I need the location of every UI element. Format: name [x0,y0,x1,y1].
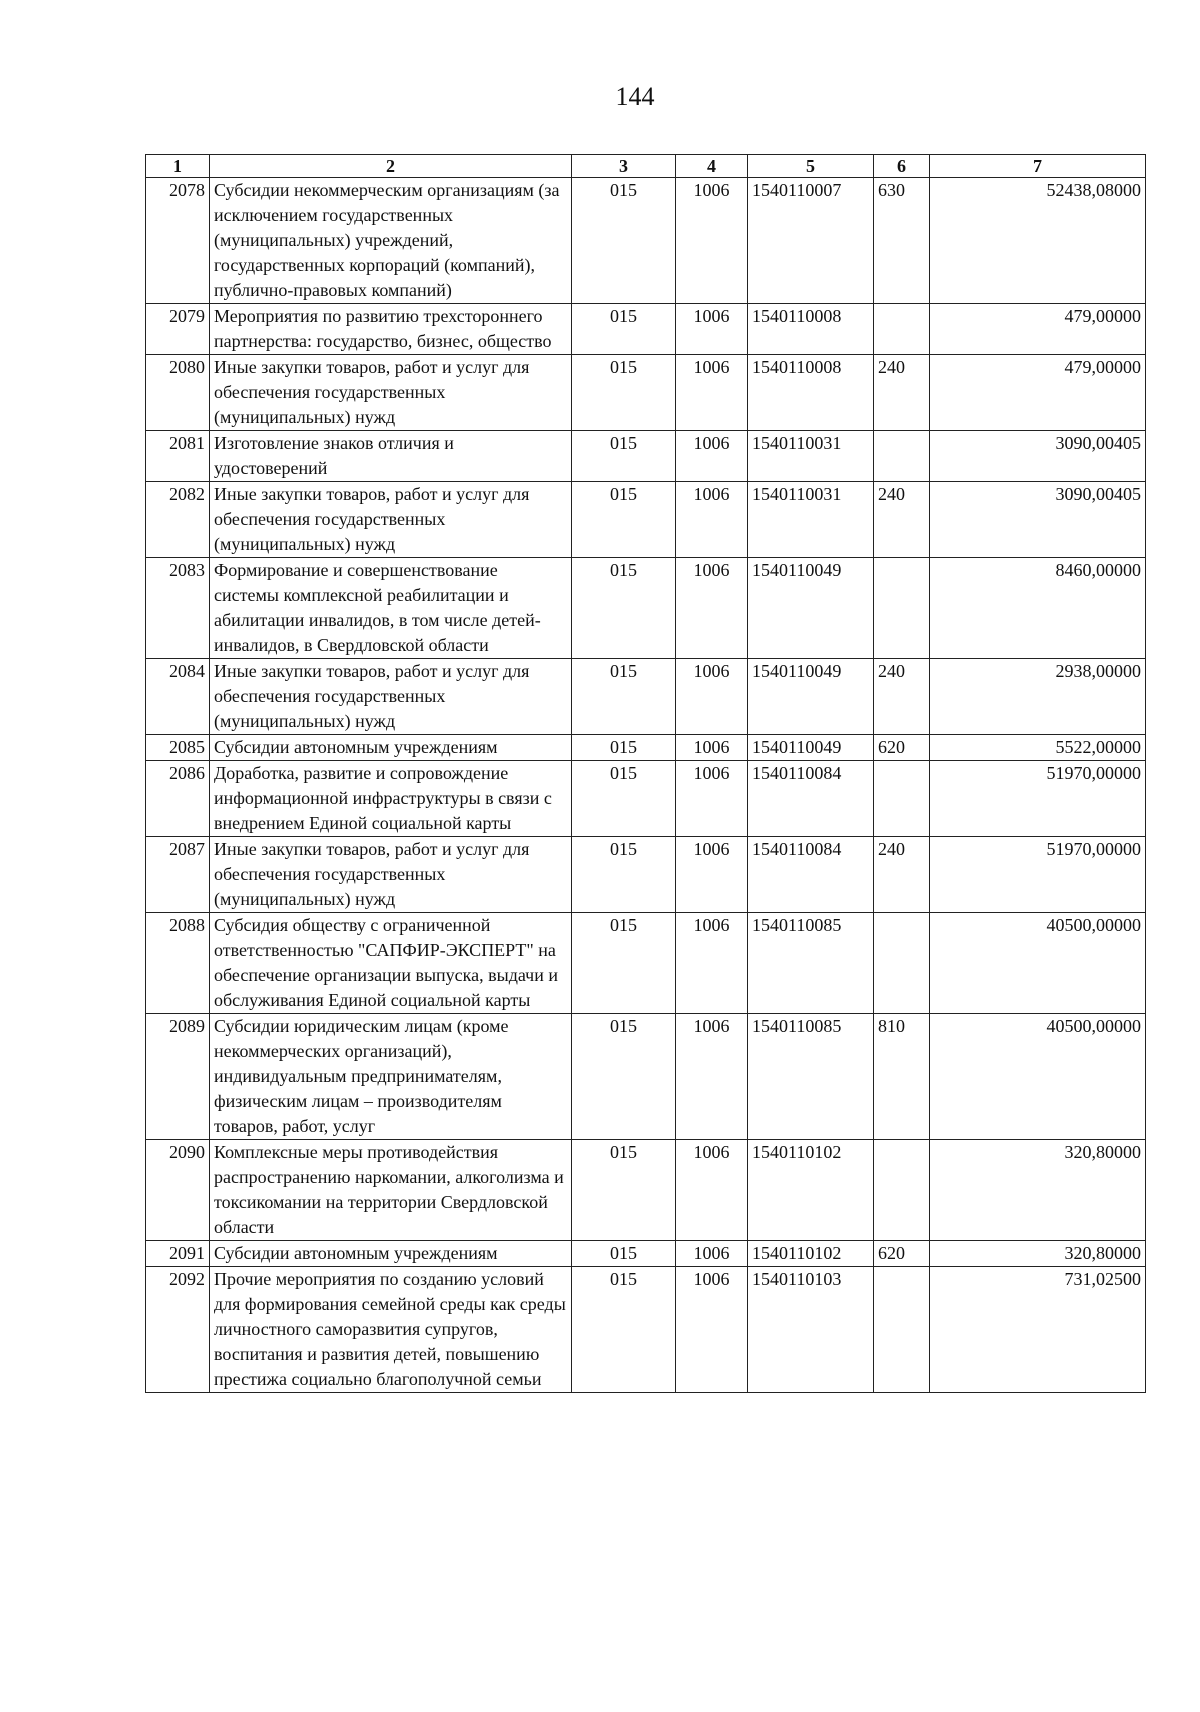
row-name: Прочие мероприятия по созданию условий для формирования семейной среды как среды личностного саморазвития супругов, воспитания и развития детей, повышению престижа социально благополучной семьи [210,1267,572,1393]
row-number: 2082 [146,482,210,558]
row-col4: 1006 [676,1241,748,1267]
row-col3: 015 [572,1241,676,1267]
row-number: 2078 [146,178,210,304]
row-amount: 8460,00000 [930,558,1146,659]
row-amount: 40500,00000 [930,913,1146,1014]
row-col4: 1006 [676,355,748,431]
row-number: 2081 [146,431,210,482]
table-row [146,355,1146,431]
column-header: 1 [146,155,210,178]
table-row [146,1241,1146,1267]
table-row [146,735,1146,761]
row-amount: 479,00000 [930,304,1146,355]
row-col4: 1006 [676,1140,748,1241]
row-col4: 1006 [676,304,748,355]
row-col6: 240 [874,482,930,558]
row-col4: 1006 [676,1267,748,1393]
row-col3: 015 [572,761,676,837]
row-col4: 1006 [676,431,748,482]
row-amount: 5522,00000 [930,735,1146,761]
row-col3: 015 [572,558,676,659]
row-col3: 015 [572,1267,676,1393]
row-col6: 630 [874,178,930,304]
row-col6 [874,913,930,1014]
row-col3: 015 [572,482,676,558]
row-col4: 1006 [676,178,748,304]
table-row [146,1014,1146,1140]
row-name: Иные закупки товаров, работ и услуг для обеспечения государственных (муниципальных) нужд [210,837,572,913]
row-number: 2089 [146,1014,210,1140]
table-row [146,761,1146,837]
row-col5: 1540110102 [748,1241,874,1267]
table-row [146,558,1146,659]
budget-table [145,154,1146,1393]
row-col6 [874,1140,930,1241]
row-amount: 3090,00405 [930,431,1146,482]
row-col3: 015 [572,659,676,735]
row-col5: 1540110007 [748,178,874,304]
row-name: Формирование и совершенствование системы комплексной реабилитации и абилитации инвалидов, в том числе детей-инвалидов, в Свердловской области [210,558,572,659]
row-col6: 240 [874,837,930,913]
header-row [146,155,1146,178]
row-col3: 015 [572,1140,676,1241]
row-col6 [874,431,930,482]
row-amount: 320,80000 [930,1140,1146,1241]
row-col5: 1540110049 [748,659,874,735]
row-number: 2085 [146,735,210,761]
row-col4: 1006 [676,735,748,761]
row-col3: 015 [572,735,676,761]
row-col3: 015 [572,304,676,355]
row-number: 2086 [146,761,210,837]
row-col3: 015 [572,1014,676,1140]
table-row [146,304,1146,355]
row-name: Изготовление знаков отличия и удостоверений [210,431,572,482]
row-col6: 810 [874,1014,930,1140]
row-name: Субсидии автономным учреждениям [210,735,572,761]
row-col5: 1540110031 [748,482,874,558]
row-name: Субсидия обществу с ограниченной ответственностью "САПФИР-ЭКСПЕРТ" на обеспечение организации выпуска, выдачи и обслуживания Единой социальной карты [210,913,572,1014]
table-row [146,837,1146,913]
row-name: Субсидии некоммерческим организациям (за исключением государственных (муниципальных) учреждений, государственных корпораций (компаний), публично-правовых компаний) [210,178,572,304]
table-row [146,178,1146,304]
column-header: 6 [874,155,930,178]
row-col3: 015 [572,178,676,304]
row-col6 [874,1267,930,1393]
row-amount: 40500,00000 [930,1014,1146,1140]
column-header: 5 [748,155,874,178]
row-number: 2090 [146,1140,210,1241]
row-col5: 1540110085 [748,913,874,1014]
row-number: 2087 [146,837,210,913]
row-col4: 1006 [676,482,748,558]
row-name: Иные закупки товаров, работ и услуг для обеспечения государственных (муниципальных) нужд [210,482,572,558]
column-header: 4 [676,155,748,178]
column-header: 2 [210,155,572,178]
column-header: 7 [930,155,1146,178]
row-col5: 1540110049 [748,735,874,761]
row-col6: 620 [874,1241,930,1267]
column-header: 3 [572,155,676,178]
row-amount: 479,00000 [930,355,1146,431]
row-amount: 51970,00000 [930,837,1146,913]
row-number: 2092 [146,1267,210,1393]
row-col6 [874,304,930,355]
row-col4: 1006 [676,761,748,837]
table-row [146,659,1146,735]
table-row [146,482,1146,558]
row-col6: 240 [874,659,930,735]
row-amount: 320,80000 [930,1241,1146,1267]
row-col3: 015 [572,913,676,1014]
row-name: Доработка, развитие и сопровождение информационной инфраструктуры в связи с внедрением Единой социальной карты [210,761,572,837]
row-number: 2080 [146,355,210,431]
row-number: 2079 [146,304,210,355]
row-number: 2088 [146,913,210,1014]
row-amount: 3090,00405 [930,482,1146,558]
table-body [146,178,1146,1393]
page-number: 144 [615,82,655,111]
row-amount: 731,02500 [930,1267,1146,1393]
row-col3: 015 [572,355,676,431]
row-col4: 1006 [676,1014,748,1140]
row-number: 2091 [146,1241,210,1267]
row-col6 [874,761,930,837]
row-col4: 1006 [676,558,748,659]
row-number: 2083 [146,558,210,659]
table-row [146,1267,1146,1393]
row-col5: 1540110049 [748,558,874,659]
row-name: Субсидии юридическим лицам (кроме некоммерческих организаций), индивидуальным предпринимателям, физическим лицам – производителям товаров, работ, услуг [210,1014,572,1140]
row-col5: 1540110085 [748,1014,874,1140]
row-col5: 1540110031 [748,431,874,482]
row-amount: 52438,08000 [930,178,1146,304]
row-col5: 1540110008 [748,304,874,355]
row-col6 [874,558,930,659]
row-number: 2084 [146,659,210,735]
row-col6: 240 [874,355,930,431]
row-name: Мероприятия по развитию трехстороннего партнерства: государство, бизнес, общество [210,304,572,355]
table-row [146,1140,1146,1241]
row-name: Иные закупки товаров, работ и услуг для обеспечения государственных (муниципальных) нужд [210,659,572,735]
row-col5: 1540110084 [748,837,874,913]
row-name: Субсидии автономным учреждениям [210,1241,572,1267]
row-col5: 1540110103 [748,1267,874,1393]
row-col6: 620 [874,735,930,761]
row-amount: 51970,00000 [930,761,1146,837]
table-row [146,431,1146,482]
row-col5: 1540110084 [748,761,874,837]
row-col4: 1006 [676,837,748,913]
row-col3: 015 [572,837,676,913]
table-row [146,913,1146,1014]
row-col3: 015 [572,431,676,482]
row-col5: 1540110008 [748,355,874,431]
row-amount: 2938,00000 [930,659,1146,735]
row-name: Комплексные меры противодействия распространению наркомании, алкоголизма и токсикомании на территории Свердловской области [210,1140,572,1241]
row-col4: 1006 [676,913,748,1014]
row-col5: 1540110102 [748,1140,874,1241]
row-name: Иные закупки товаров, работ и услуг для обеспечения государственных (муниципальных) нужд [210,355,572,431]
row-col4: 1006 [676,659,748,735]
